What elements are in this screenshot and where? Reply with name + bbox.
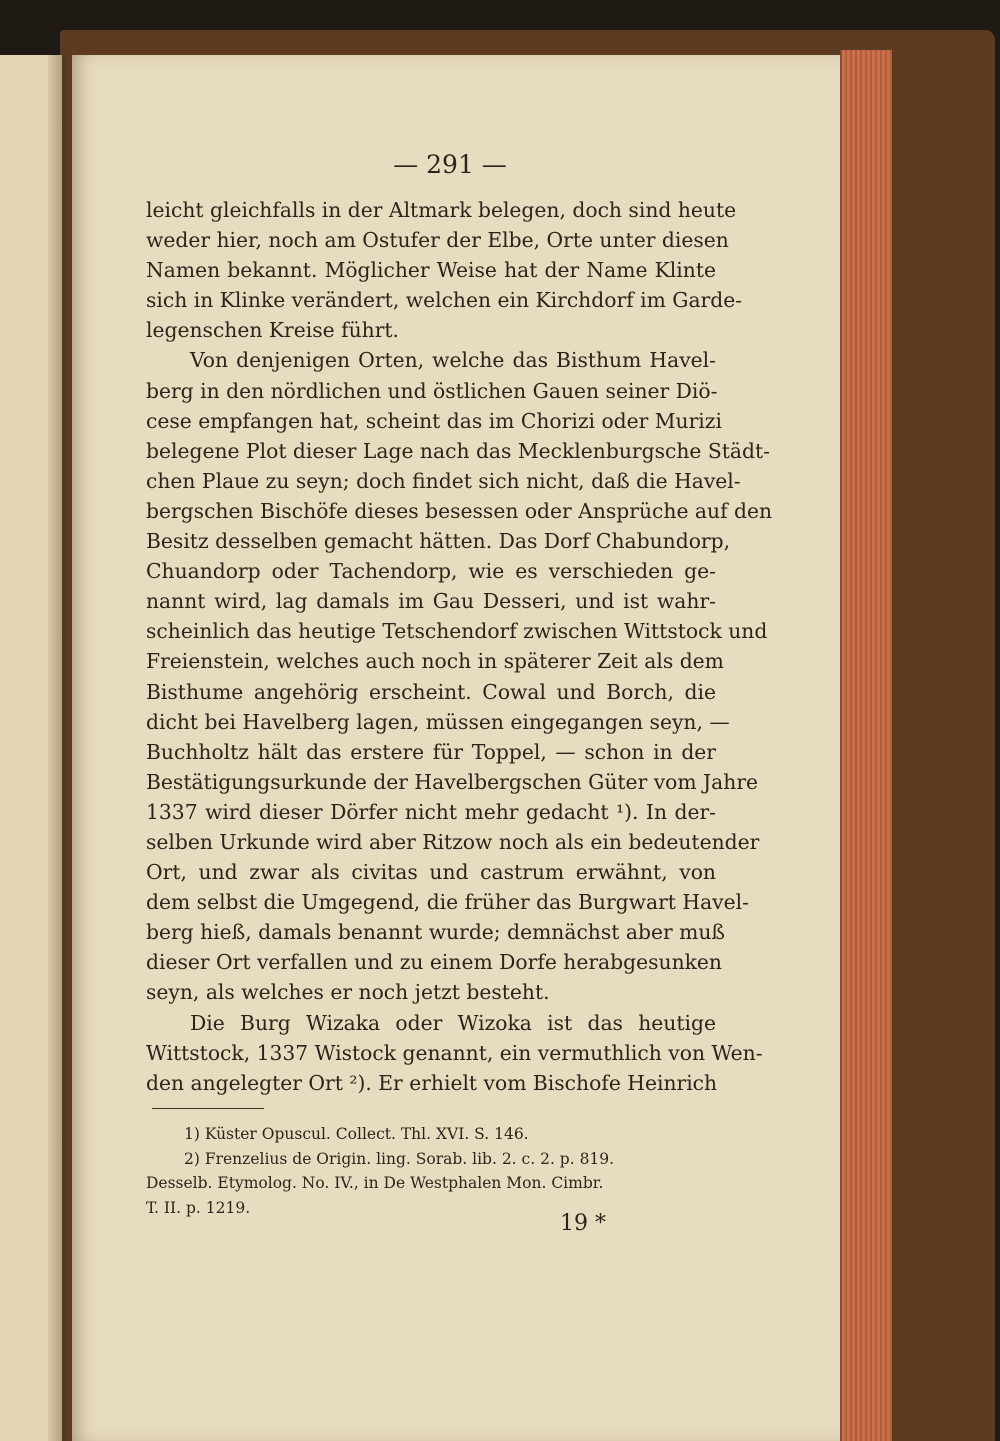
text-line: Von denjenigen Orten, welche das Bisthum Havel-: [190, 348, 716, 373]
footnotes: [146, 1122, 718, 1220]
text-line: Chuandorp oder Tachendorp, wie es verschieden ge-: [146, 559, 716, 584]
text-line: dieser Ort verfallen und zu einem Dorfe herabgesunken: [146, 950, 722, 975]
text-line: chen Plaue zu seyn; doch findet sich nicht, daß die Havel-: [146, 468, 741, 493]
text-line: sich in Klinke verändert, welchen ein Kirchdorf im Garde-: [146, 288, 743, 313]
text-line: weder hier, noch am Ostufer der Elbe, Orte unter diesen: [146, 228, 729, 253]
text-line: berg in den nördlichen und östlichen Gauen seiner Diö-: [146, 378, 718, 403]
text-line: Ort, und zwar als civitas und castrum erwähnt, von: [146, 860, 716, 885]
text-line: dem selbst die Umgegend, die früher das Burgwart Havel-: [146, 890, 749, 915]
text-line: dicht bei Havelberg lagen, müssen eingegangen seyn, —: [146, 709, 730, 734]
footnote-rule: [152, 1108, 264, 1109]
page-number: — 291 —: [393, 150, 507, 179]
text-line: legenschen Kreise führt.: [146, 318, 399, 343]
text-line: den angelegter Ort ²). Er erhielt vom Bischofe Heinrich: [146, 1070, 718, 1095]
text-line: berg hieß, damals benannt wurde; demnächst aber muß: [146, 920, 725, 945]
footnote-line: 1) Küster Opuscul. Collect. Thl. XVI. S. 146.: [184, 1125, 529, 1143]
text-line: Wittstock, 1337 Wistock genannt, ein vermuthlich von Wen-: [146, 1040, 763, 1065]
footnote-line: 2) Frenzelius de Origin. ling. Sorab. lib. 2. c. 2. p. 819.: [184, 1149, 615, 1168]
body-text: [146, 195, 773, 1098]
text-line: cese empfangen hat, scheint das im Chorizi oder Murizi: [146, 408, 722, 433]
text-line: Bisthume angehörig erscheint. Cowal und Borch, die: [146, 679, 716, 704]
text-line: Die Burg Wizaka oder Wizoka ist das heutige: [190, 1010, 716, 1035]
text-line: selben Urkunde wird aber Ritzow noch als ein bedeutender: [146, 829, 760, 854]
signature-mark: 19 *: [560, 1211, 606, 1236]
left-page-edge: [48, 55, 62, 1441]
text-line: 1337 wird dieser Dörfer nicht mehr gedacht ¹). In der-: [146, 799, 716, 824]
text-line: leicht gleichfalls in der Altmark belegen, doch sind heute: [146, 198, 737, 222]
page-block-edge: [840, 50, 892, 1441]
text-line: bergschen Bischöfe dieses besessen oder Ansprüche auf den: [146, 498, 773, 523]
text-line: Besitz desselben gemacht hätten. Das Dorf Chabundorp,: [146, 529, 731, 554]
text-line: Namen bekannt. Möglicher Weise hat der Name Klinte: [146, 258, 716, 283]
text-line: belegene Plot dieser Lage nach das Mecklenburgsche Städt-: [146, 438, 770, 463]
text-line: Freienstein, welches auch noch in späterer Zeit als dem: [146, 649, 724, 674]
text-line: Buchholtz hält das erstere für Toppel, — schon in der: [146, 739, 716, 764]
text-line: seyn, als welches er noch jetzt besteht.: [146, 980, 550, 1005]
footnote-line: T. II. p. 1219.: [146, 1198, 251, 1217]
text-line: Bestätigungsurkunde der Havelbergschen Güter vom Jahre: [146, 769, 759, 794]
text-line: scheinlich das heutige Tetschendorf zwischen Wittstock und: [146, 619, 768, 644]
text-line: nannt wird, lag damals im Gau Desseri, und ist wahr-: [146, 589, 716, 614]
footnote-line: Desselb. Etymolog. No. IV., in De Westphalen Mon. Cimbr.: [146, 1174, 604, 1192]
